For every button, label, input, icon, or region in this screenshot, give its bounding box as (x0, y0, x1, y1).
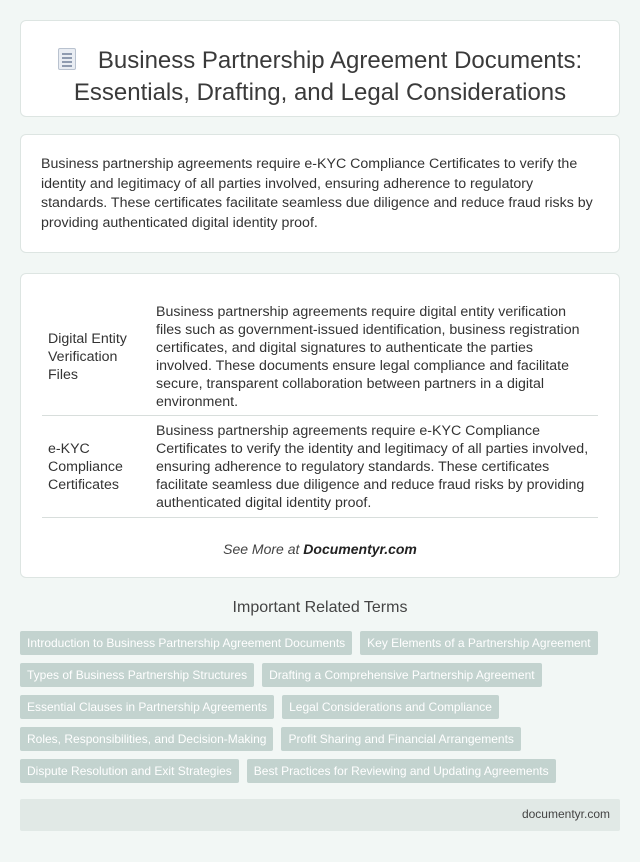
document-icon (58, 48, 76, 70)
term-cell: e-KYC Compliance Certificates (42, 416, 150, 518)
table-row (42, 416, 598, 518)
page-title: Business Partnership Agreement Documents: Essentials, Drafting, and Legal Considerations (73, 47, 583, 106)
related-term-tag[interactable]: Profit Sharing and Financial Arrangements (281, 727, 520, 751)
related-term-tag[interactable]: Key Elements of a Partnership Agreement (360, 631, 597, 655)
related-term-tag[interactable]: Types of Business Partnership Structures (20, 663, 254, 687)
description-cell: Business partnership agreements require e-KYC Compliance Certificates to verify the identity and legitimacy of all parties involved, ensuring adherence to regulatory standards. These certificates facilitate seamless due diligence and reduce fraud risks by providing authenticated digital identity proof. (150, 416, 598, 518)
related-terms-list (20, 631, 620, 783)
footer-site-link[interactable]: documentyr.com (521, 807, 610, 821)
see-more-prefix: See More at (223, 541, 300, 557)
see-more-link[interactable] (21, 541, 619, 557)
related-term-tag[interactable]: Roles, Responsibilities, and Decision-Making (20, 727, 273, 751)
related-term-tag[interactable]: Best Practices for Reviewing and Updating Agreements (247, 759, 556, 783)
table-row (42, 299, 598, 416)
summary-card (20, 134, 620, 253)
term-cell: Digital Entity Verification Files (42, 299, 150, 416)
definitions-table (42, 299, 598, 518)
related-term-tag[interactable]: Essential Clauses in Partnership Agreements (20, 695, 274, 719)
title-card (20, 20, 620, 117)
related-term-tag[interactable]: Drafting a Comprehensive Partnership Agreement (262, 663, 541, 687)
see-more-site[interactable]: Documentyr.com (303, 541, 417, 557)
related-term-tag[interactable]: Dispute Resolution and Exit Strategies (20, 759, 239, 783)
footer (20, 799, 620, 831)
definitions-card (20, 273, 620, 578)
description-cell: Business partnership agreements require digital entity verification files such as government-issued identification, business registration certificates, and digital signatures to authenticate the parties involved. These documents ensure legal compliance and facilitate secure, transparent collaboration between partners in a digital environment. (150, 299, 598, 416)
related-term-tag[interactable]: Introduction to Business Partnership Agreement Documents (20, 631, 352, 655)
related-term-tag[interactable]: Legal Considerations and Compliance (282, 695, 499, 719)
summary-text: Business partnership agreements require e-KYC Compliance Certificates to verify the identity and legitimacy of all parties involved, ensuring adherence to regulatory standards. These certificates facilitate seamless due diligence and reduce fraud risks by providing authenticated digital identity proof. (41, 156, 593, 231)
related-terms-title: Important Related Terms (232, 599, 408, 616)
